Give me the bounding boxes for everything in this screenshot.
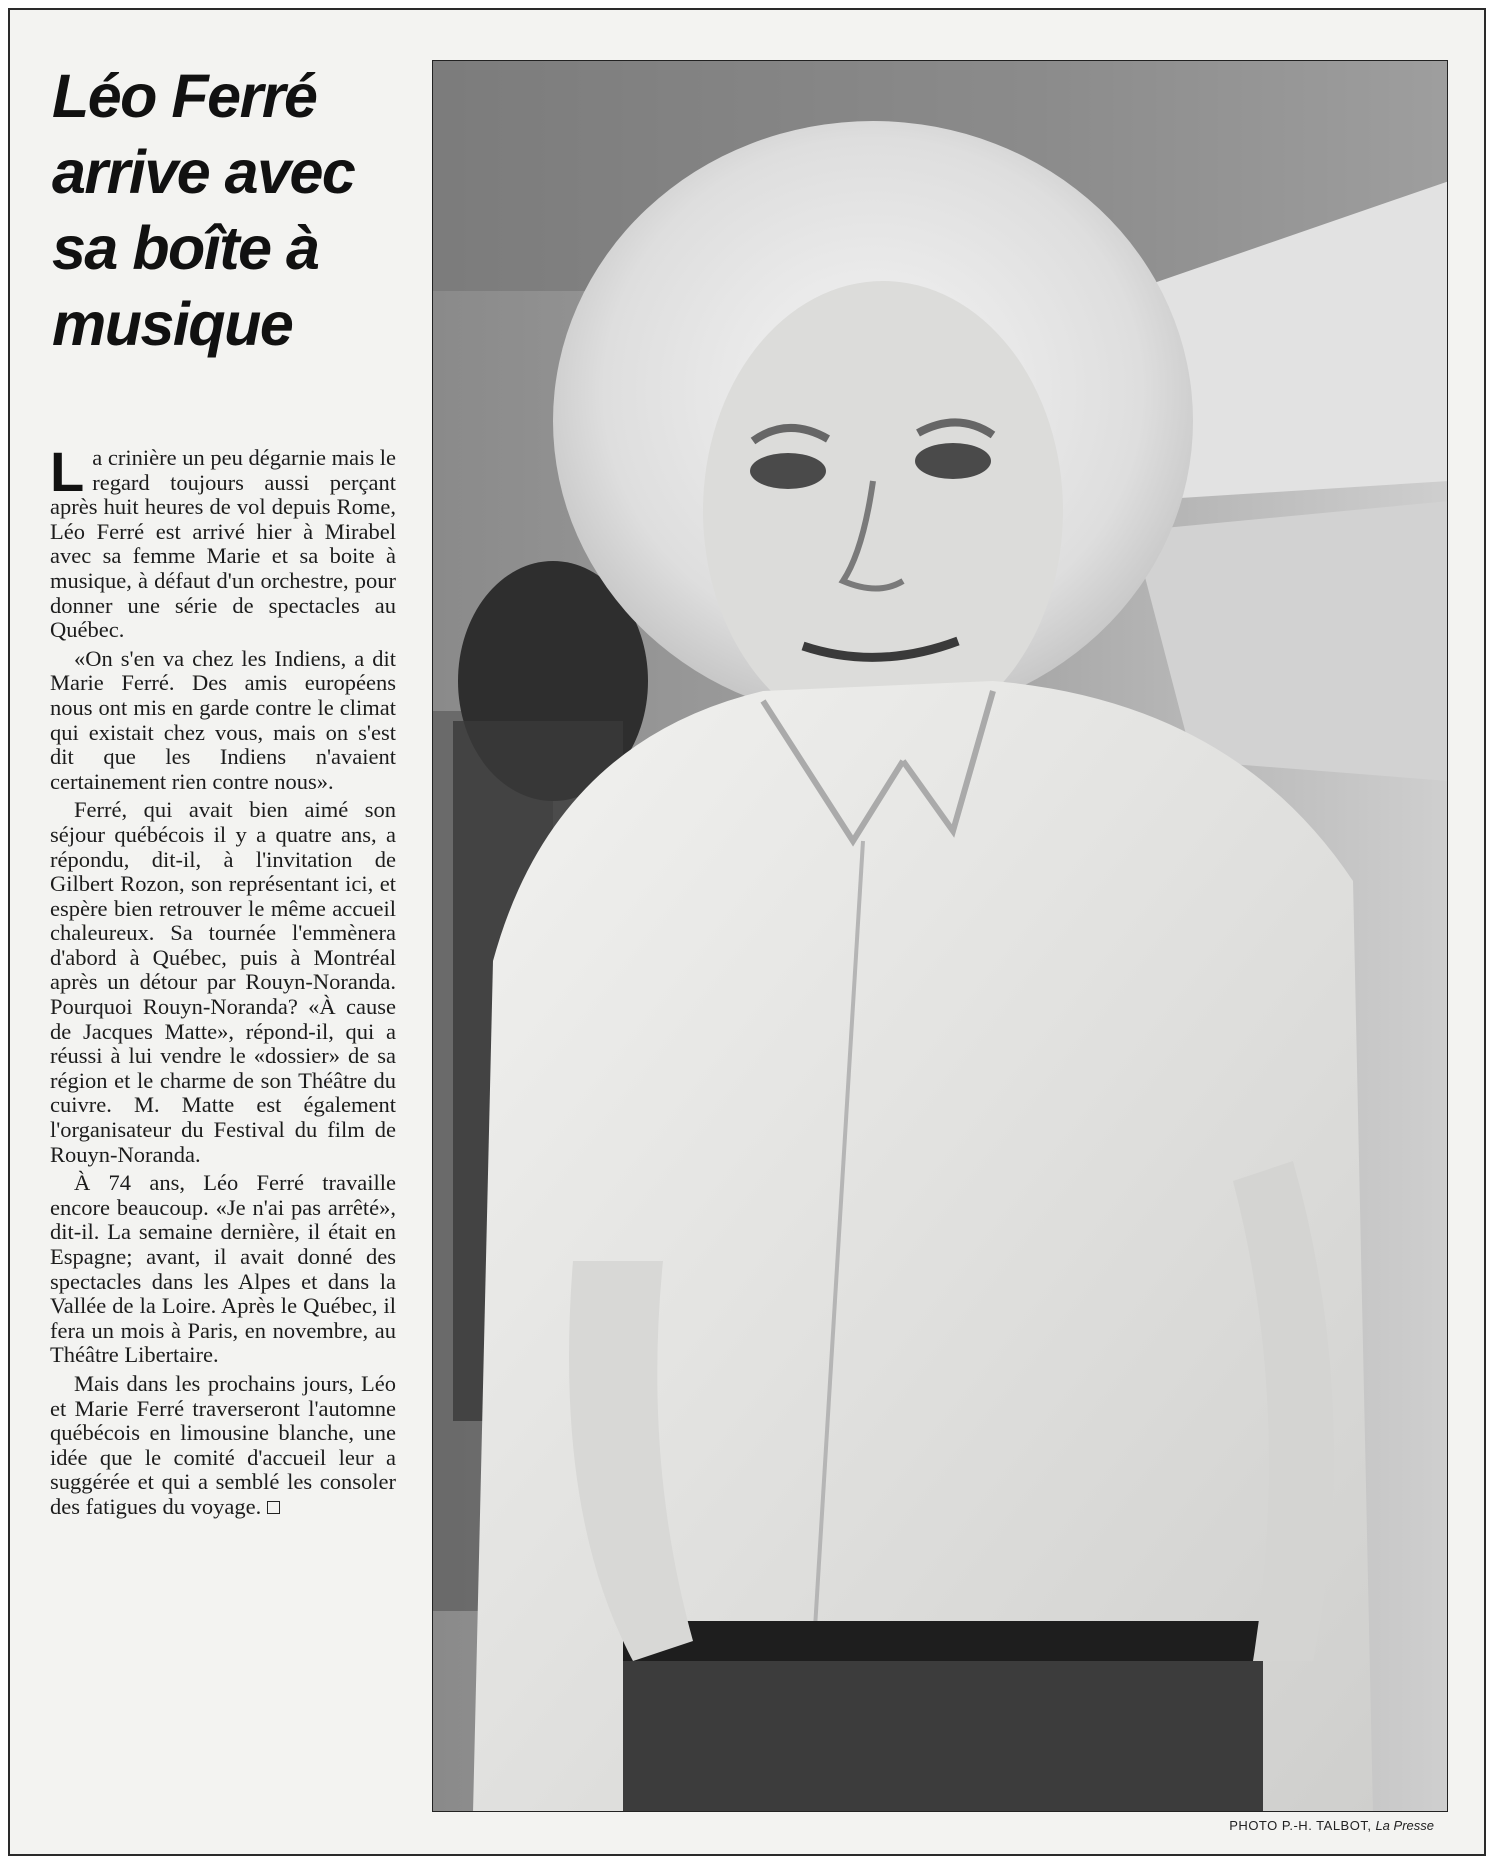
article-paragraph-1	[50, 440, 396, 643]
article-paragraph-3: Ferré, qui avait bien aimé son séjour québécois il y a quatre ans, a répondu, dit-il, à l'invitation de Gilbert Rozon, son représentant ici, et espère bien retrouver le même accueil chaleureux. Sa tournée l'emmènera d'abord à Québec, puis à Montréal après un détour par Rouyn-Noranda. Pourquoi Rouyn-Noranda? «À cause de Jacques Matte», répond-il, qui a réussi à lui vendre le «dossier» de sa région et le charme de son Théâtre du cuivre. M. Matte est également l'organisateur du Festival du film de Rouyn-Noranda.	[50, 797, 396, 1167]
portrait-photo	[432, 60, 1448, 1812]
photo-credit-text: PHOTO P.-H. TALBOT,	[1229, 1818, 1372, 1833]
article-paragraph-2: «On s'en va chez les Indiens, a dit Marie Ferré. Des amis européens nous ont mis en garde contre le climat qui existait chez vous, mais on s'est dit que les Indiens n'avaient certainement rien contre nous».	[50, 645, 396, 794]
headline: Léo Ferré arrive avec sa boîte à musique	[52, 62, 355, 358]
photo-publication: La Presse	[1375, 1818, 1434, 1833]
article-paragraph-4: À 74 ans, Léo Ferré travaille encore beaucoup. «Je n'ai pas arrêté», dit-il. La semaine dernière, il était en Espagne; avant, il avait donné des spectacles dans les Alpes et dans la Vallée de la Loire. Après le Québec, il fera un mois à Paris, en novembre, au Théâtre Libertaire.	[50, 1170, 396, 1368]
end-mark-icon	[267, 1501, 280, 1514]
article-paragraph-5	[50, 1372, 396, 1520]
portrait-illustration	[433, 61, 1448, 1812]
article-body	[50, 440, 396, 1524]
paragraph-text: a crinière un peu dégarnie mais le regard toujours aussi perçant après huit heures de vol depuis Rome, Léo Ferré est arrivé hier à Mirabel avec sa femme Marie et sa boite à musique, à défaut d'un orchestre, pour donner une série de spectacles au Québec.	[50, 445, 396, 643]
photo-credit	[1229, 1818, 1434, 1833]
drop-cap: L	[50, 440, 85, 503]
paragraph-text: Mais dans les prochains jours, Léo et Marie Ferré traverseront l'automne québécois en limousine blanche, une idée que le comité d'accueil leur a suggérée et qui a semblé les consoler des fatigues du voyage.	[50, 1370, 396, 1519]
